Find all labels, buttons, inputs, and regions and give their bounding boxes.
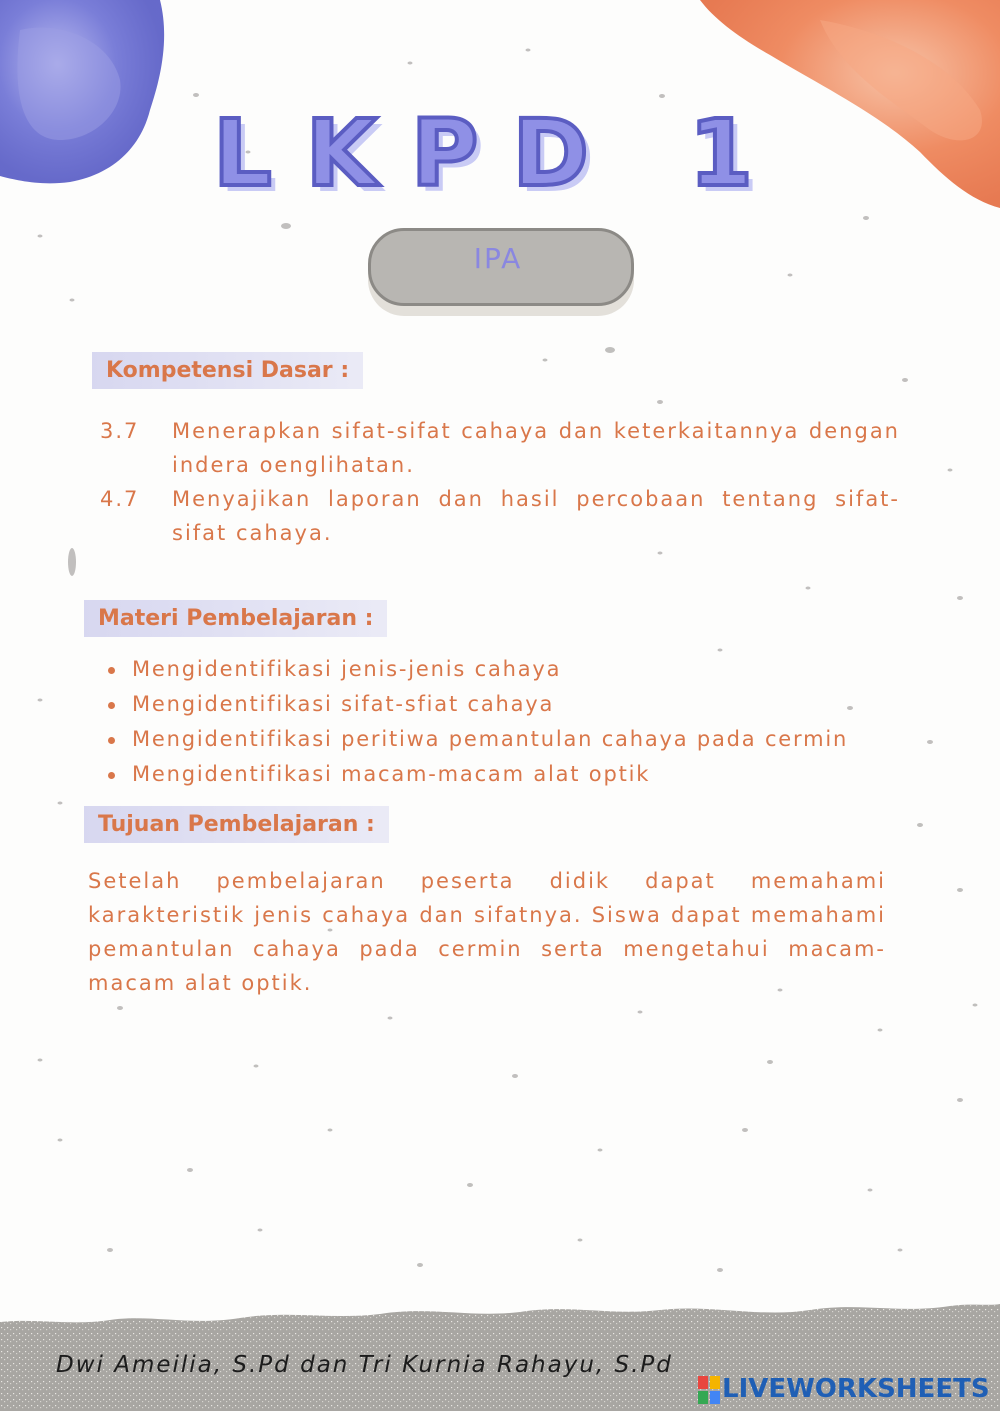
materi-item-text: Mengidentifikasi peritiwa pemantulan cahaya pada cermin	[132, 727, 849, 751]
kd-text: Menerapkan sifat-sifat cahaya dan keterkaitannya dengan indera oenglihatan.	[172, 419, 900, 477]
kd-number: 4.7	[100, 487, 140, 511]
kd-item	[100, 414, 900, 482]
bullet-icon	[108, 772, 115, 779]
liveworksheets-brand[interactable]: LIVEWORKSHEETS	[722, 1374, 990, 1404]
kompetensi-dasar-heading: Kompetensi Dasar :	[92, 352, 363, 389]
materi-item-text: Mengidentifikasi jenis-jenis cahaya	[132, 657, 562, 681]
kd-text: Menyajikan laporan dan hasil percobaan tentang sifat-sifat cahaya.	[172, 487, 900, 545]
list-item	[106, 722, 866, 757]
materi-item-text: Mengidentifikasi sifat-sfiat cahaya	[132, 692, 555, 716]
tujuan-heading: Tujuan Pembelajaran :	[84, 806, 389, 843]
list-item	[106, 757, 866, 792]
kd-item	[100, 482, 900, 550]
materi-item-text: Mengidentifikasi macam-macam alat optik	[132, 762, 651, 786]
materi-heading: Materi Pembelajaran :	[84, 600, 387, 637]
tujuan-paragraph: Setelah pembelajaran peserta didik dapat memahami karakteristik jenis cahaya dan sifatnya. Siswa dapat memahami pemantulan cahaya pada cermin serta mengetahui macam-macam alat optik.	[88, 869, 886, 995]
liveworksheets-logo-icon	[698, 1376, 720, 1404]
list-item	[106, 652, 866, 687]
kompetensi-dasar-list	[100, 414, 900, 550]
kd-number: 3.7	[100, 419, 140, 443]
subject-label: IPA	[473, 242, 523, 275]
worksheet-title: LKPD 1	[213, 100, 787, 207]
authors-credit: Dwi Ameilia, S.Pd dan Tri Kurnia Rahayu, S.Pd	[56, 1352, 673, 1378]
materi-list	[106, 652, 866, 792]
bullet-icon	[108, 702, 115, 709]
bullet-icon	[108, 737, 115, 744]
bullet-icon	[108, 667, 115, 674]
list-item	[106, 687, 866, 722]
